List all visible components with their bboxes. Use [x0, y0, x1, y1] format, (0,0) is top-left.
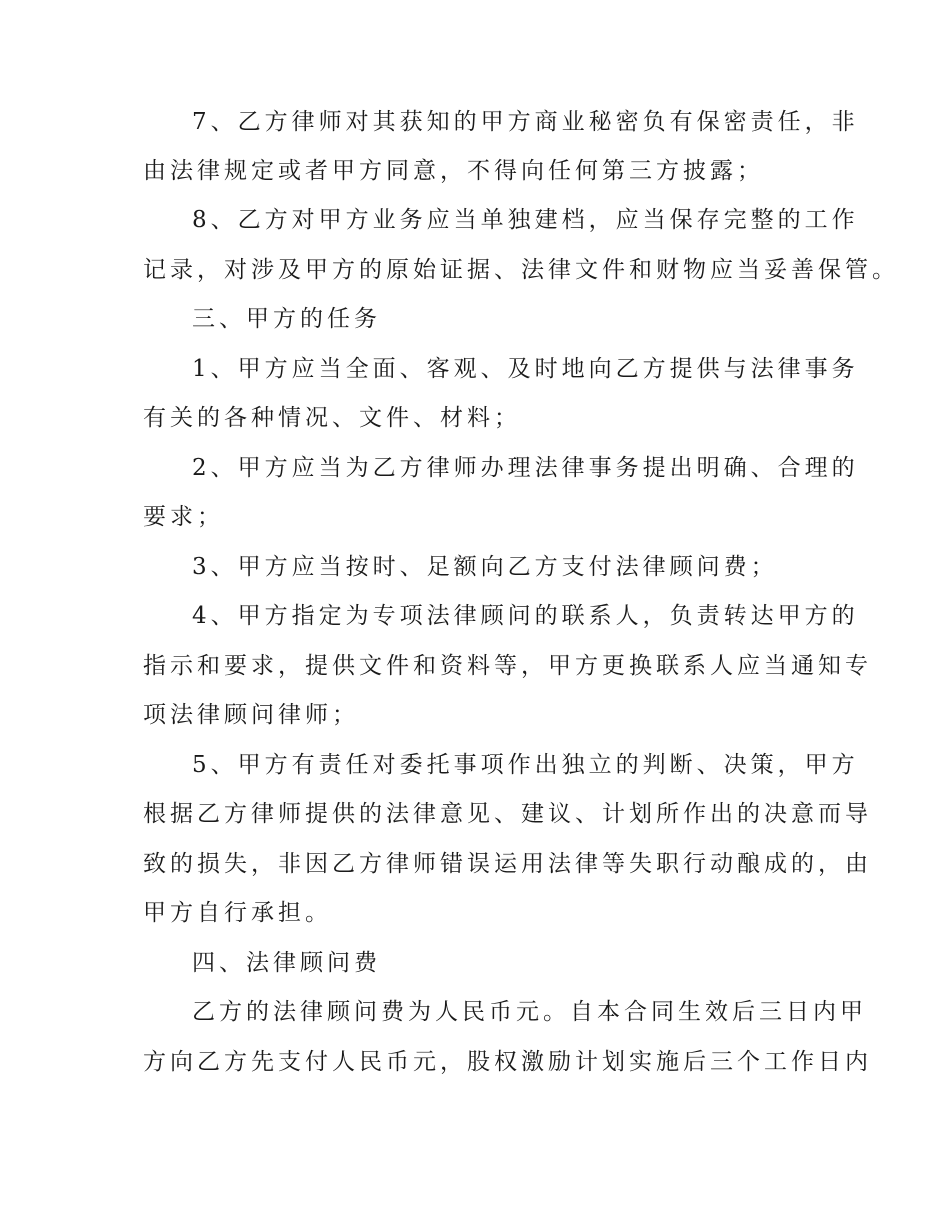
task-4-line-3: 项法律顾问律师； — [143, 702, 359, 728]
task-5-line-4: 甲方自行承担。 — [143, 900, 332, 926]
task-4-line-2: 指示和要求，提供文件和资料等，甲方更换联系人应当通知专 — [143, 653, 872, 679]
fee-paragraph-line-2: 方向乙方先支付人民币元，股权激励计划实施后三个工作日内 — [143, 1049, 872, 1075]
clause-7-line-2: 由法律规定或者甲方同意，不得向任何第三方披露； — [143, 158, 764, 184]
task-5-line-3: 致的损失，非因乙方律师错误运用法律等失职行动酿成的，由 — [143, 851, 872, 877]
fee-paragraph-line-1: 乙方的法律顾问费为人民币元。自本合同生效后三日内甲 — [192, 999, 867, 1025]
task-1-line-1: 1、甲方应当全面、客观、及时地向乙方提供与法律事务 — [192, 356, 859, 382]
task-4-line-1: 4、甲方指定为专项法律顾问的联系人，负责转达甲方的 — [192, 603, 859, 629]
clause-7-line-1: 7、乙方律师对其获知的甲方商业秘密负有保密责任，非 — [192, 109, 859, 135]
task-1-line-2: 有关的各种情况、文件、材料； — [143, 405, 521, 431]
task-2-line-2: 要求； — [143, 504, 224, 530]
task-2-line-1: 2、甲方应当为乙方律师办理法律事务提出明确、合理的 — [192, 455, 859, 481]
clause-8-line-2: 记录，对涉及甲方的原始证据、法律文件和财物应当妥善保管。 — [143, 257, 899, 283]
task-3-line-1: 3、甲方应当按时、足额向乙方支付法律顾问费； — [192, 554, 778, 580]
task-5-line-2: 根据乙方律师提供的法律意见、建议、计划所作出的决意而导 — [143, 801, 872, 827]
task-5-line-1: 5、甲方有责任对委托事项作出独立的判断、决策，甲方 — [192, 752, 859, 778]
clause-8-line-1: 8、乙方对甲方业务应当单独建档，应当保存完整的工作 — [192, 207, 859, 233]
section-3-heading: 三、甲方的任务 — [192, 306, 381, 332]
section-4-heading: 四、法律顾问费 — [192, 950, 381, 976]
